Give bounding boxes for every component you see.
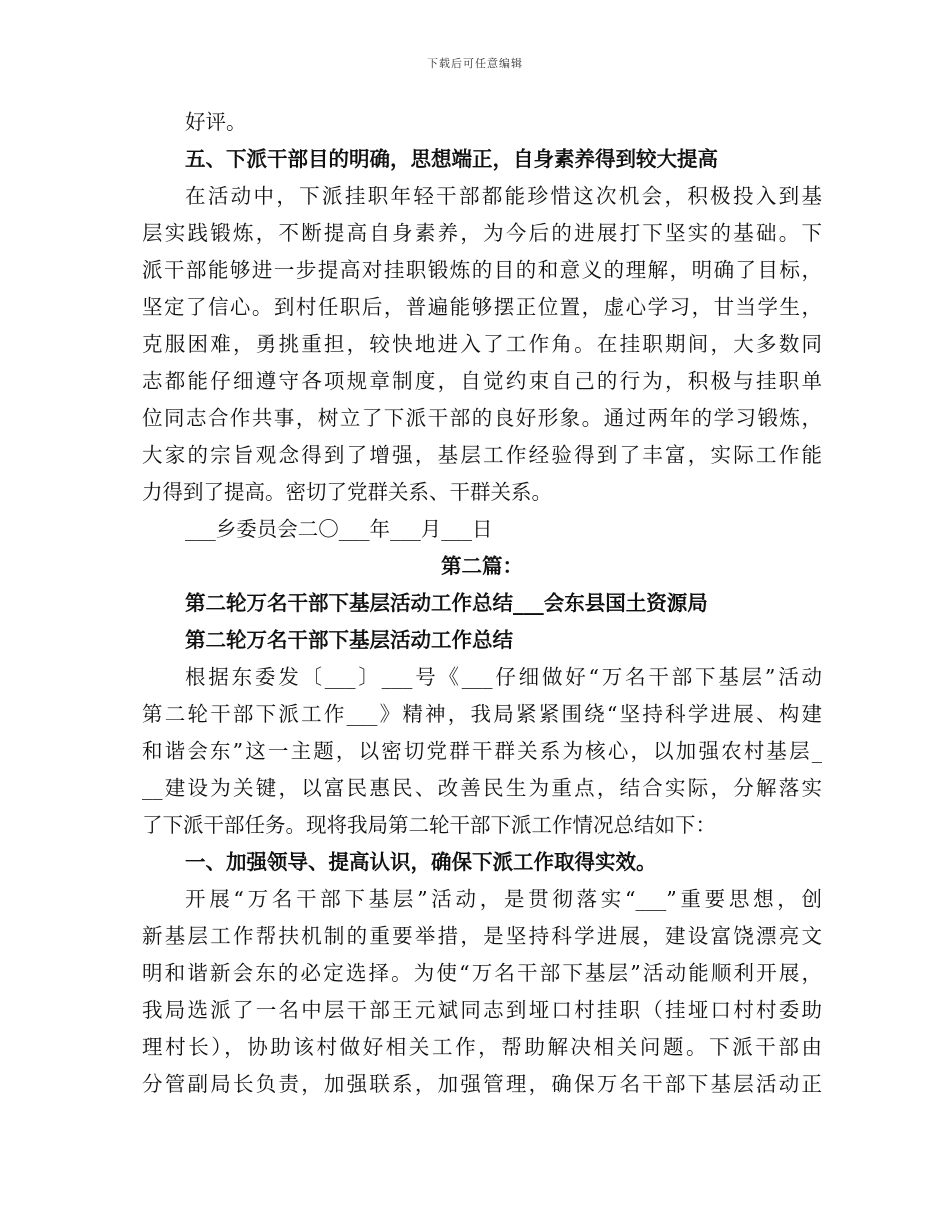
text-line: __建设为关键，以富民惠民、改善民生为重点，结合实际，分解落实	[142, 776, 822, 800]
text-line: 开展“万名干部下基层”活动，是贯彻落实“___”重要思想，创	[185, 887, 822, 911]
text-line: 克服困难，勇挑重担，较快地进入了工作角。在挂职期间，大多数同	[142, 332, 822, 356]
text-line: 大家的宗旨观念得到了增强，基层工作经验得到了丰富，实际工作能	[142, 443, 822, 467]
text-line: 第二轮干部下派工作___》精神，我局紧紧围绕“坚持科学进展、构建	[142, 702, 822, 726]
document-body	[142, 104, 822, 1103]
text-line: 分管副局长负责，加强联系，加强管理，确保万名干部下基层活动正	[142, 1072, 822, 1096]
text-line: 在活动中，下派挂职年轻干部都能珍惜这次机会，积极投入到基	[185, 184, 822, 208]
text-line: 理村长），协助该村做好相关工作，帮助解决相关问题。下派干部由	[142, 1035, 822, 1059]
section-heading: 第二轮万名干部下基层活动工作总结___会东县国土资源局	[185, 591, 708, 615]
text-line: 位同志合作共事，树立了下派干部的良好形象。通过两年的学习锻炼，	[142, 406, 822, 430]
text-line: 新基层工作帮扶机制的重要举措，是坚持科学进展，建设富饶漂亮文	[142, 924, 822, 948]
text-line: 志都能仔细遵守各项规章制度，自觉约束自己的行为，积极与挂职单	[142, 369, 822, 393]
section-heading: 一、加强领导、提高认识，确保下派工作取得实效。	[185, 850, 657, 874]
text-line: 坚定了信心。到村任职后，普遍能够摆正位置，虚心学习，甘当学生，	[142, 295, 822, 319]
section-heading: 第二轮万名干部下基层活动工作总结	[185, 628, 513, 652]
text-line: ___乡委员会二〇___年___月___日	[185, 517, 493, 541]
section-heading: 第二篇：	[441, 554, 523, 578]
text-line: 力得到了提高。密切了党群关系、干群关系。	[142, 480, 552, 504]
text-line: 了下派干部任务。现将我局第二轮干部下派工作情况总结如下：	[142, 813, 716, 837]
text-line: 和谐会东”这一主题，以密切党群干群关系为核心，以加强农村基层_	[142, 739, 822, 763]
text-line: 明和谐新会东的必定选择。为使“万名干部下基层”活动能顺利开展，	[142, 961, 822, 985]
section-heading: 五、下派干部目的明确，思想端正，自身素养得到较大提高	[185, 147, 718, 171]
page-header: 下载后可任意编辑	[427, 57, 523, 70]
text-line: 我局选派了一名中层干部王元斌同志到垭口村挂职（挂垭口村村委助	[142, 998, 822, 1022]
text-line: 派干部能够进一步提高对挂职锻炼的目的和意义的理解，明确了目标，	[142, 258, 822, 282]
text-line: 层实践锻炼，不断提高自身素养，为今后的进展打下坚实的基础。下	[142, 221, 822, 245]
text-line: 好评。	[185, 110, 247, 134]
text-line: 根据东委发〔___〕___号《___仔细做好“万名干部下基层”活动	[185, 665, 822, 689]
